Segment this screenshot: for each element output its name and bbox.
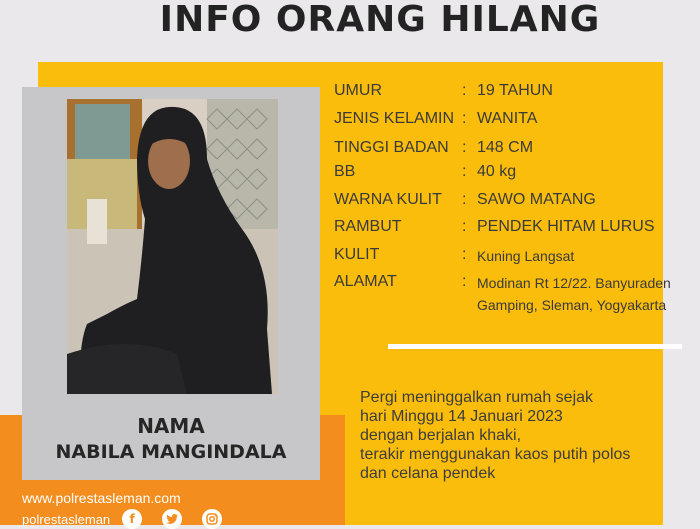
detail-label: ALAMAT (334, 273, 397, 290)
detail-colon: : (462, 82, 467, 99)
description-line: Pergi meninggalkan rumah sejak (360, 389, 594, 406)
twitter-icon[interactable] (162, 509, 182, 529)
description (360, 388, 630, 483)
person-photo-illustration (67, 99, 278, 394)
divider-line (388, 344, 682, 349)
detail-value: Kuning Langsat (477, 248, 575, 264)
social-row (22, 509, 242, 529)
detail-value: PENDEK HITAM LURUS (477, 218, 655, 235)
detail-label: RAMBUT (334, 218, 402, 235)
detail-colon: : (462, 218, 467, 235)
detail-label: KULIT (334, 246, 380, 263)
detail-value: WANITA (477, 110, 538, 127)
detail-colon: : (462, 191, 467, 208)
description-line: terakir menggunakan kaos putih polos (360, 446, 631, 463)
detail-colon: : (462, 163, 467, 180)
detail-label: BB (334, 163, 356, 180)
detail-value: 148 CM (477, 139, 534, 156)
detail-label: UMUR (334, 82, 382, 99)
detail-label: JENIS KELAMIN (334, 110, 455, 127)
name-block (22, 413, 320, 465)
detail-colon: : (462, 246, 467, 263)
detail-value: Modinan Rt 12/22. Banyuraden (477, 275, 671, 291)
person-name: NABILA MANGINDALA (55, 441, 287, 463)
social-handle: polrestasleman (22, 511, 111, 527)
instagram-icon[interactable] (202, 509, 222, 529)
detail-label: WARNA KULIT (334, 191, 442, 208)
detail-label: TINGGI BADAN (334, 139, 449, 156)
detail-value: 40 kg (477, 163, 517, 180)
description-line: dengan berjalan khaki, (360, 427, 522, 444)
detail-colon: : (462, 110, 467, 127)
detail-value: 19 TAHUN (477, 82, 553, 99)
facebook-icon[interactable]: f (122, 509, 142, 529)
detail-colon: : (462, 139, 467, 156)
description-line: dan celana pendek (360, 465, 496, 482)
detail-value: Gamping, Sleman, Yogyakarta (477, 297, 667, 313)
page-title: INFO ORANG HILANG (159, 0, 601, 40)
name-label: NAMA (137, 414, 205, 438)
detail-value: SAWO MATANG (477, 191, 596, 208)
detail-colon: : (462, 273, 467, 290)
missing-person-photo (67, 99, 278, 394)
description-line: hari Minggu 14 Januari 2023 (360, 408, 563, 425)
website-link[interactable]: www.polrestasleman.com (22, 490, 181, 506)
